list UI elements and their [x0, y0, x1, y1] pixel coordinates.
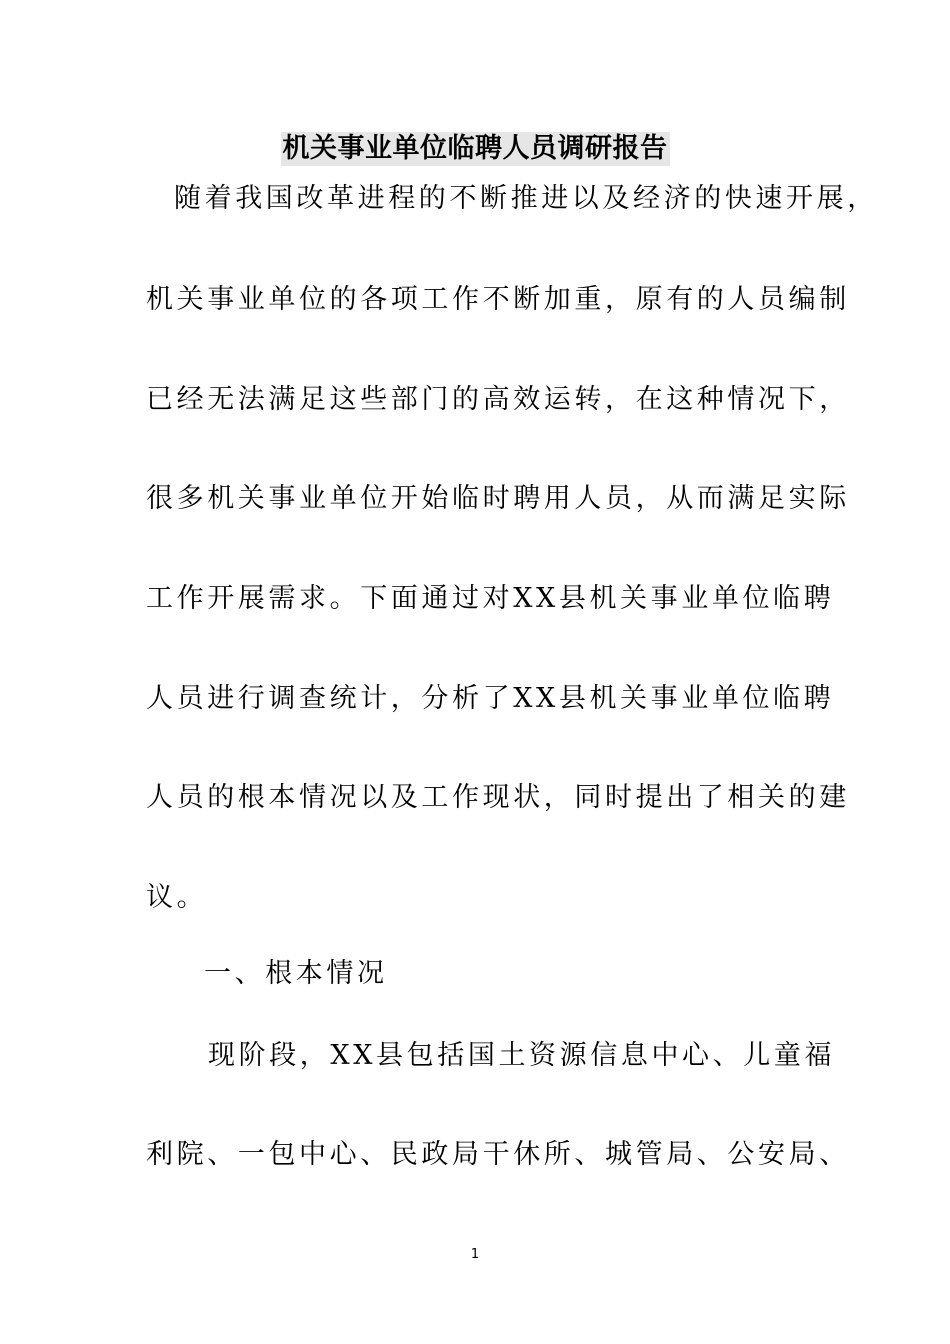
paragraph-line: 已经无法满足这些部门的高效运转，在这种情况下，	[146, 384, 850, 415]
paragraph-line: 随着我国改革进程的不断推进以及经济的快速开展，	[174, 183, 878, 214]
title-container	[0, 132, 950, 166]
paragraph-line: 很多机关事业单位开始临时聘用人员，从而满足实际	[146, 483, 850, 514]
paragraph-line: 现阶段，XX县包括国土资源信息中心、儿童福	[208, 1040, 836, 1071]
paragraph-line: 利院、一包中心、民政局干休所、城管局、公安局、	[146, 1139, 850, 1170]
paragraph-line: 工作开展需求。下面通过对XX县机关事业单位临聘	[146, 583, 835, 614]
paragraph-line: 议。	[146, 882, 208, 913]
paragraph-line: 人员进行调查统计，分析了XX县机关事业单位临聘	[146, 683, 835, 714]
page-number: 1	[470, 1247, 480, 1262]
section-heading: 一、根本情况	[204, 958, 388, 989]
paragraph-line: 机关事业单位的各项工作不断加重，原有的人员编制	[146, 284, 850, 315]
document-title: 机关事业单位临聘人员调研报告	[282, 133, 668, 164]
paragraph-line: 人员的根本情况以及工作现状，同时提出了相关的建	[146, 782, 850, 813]
